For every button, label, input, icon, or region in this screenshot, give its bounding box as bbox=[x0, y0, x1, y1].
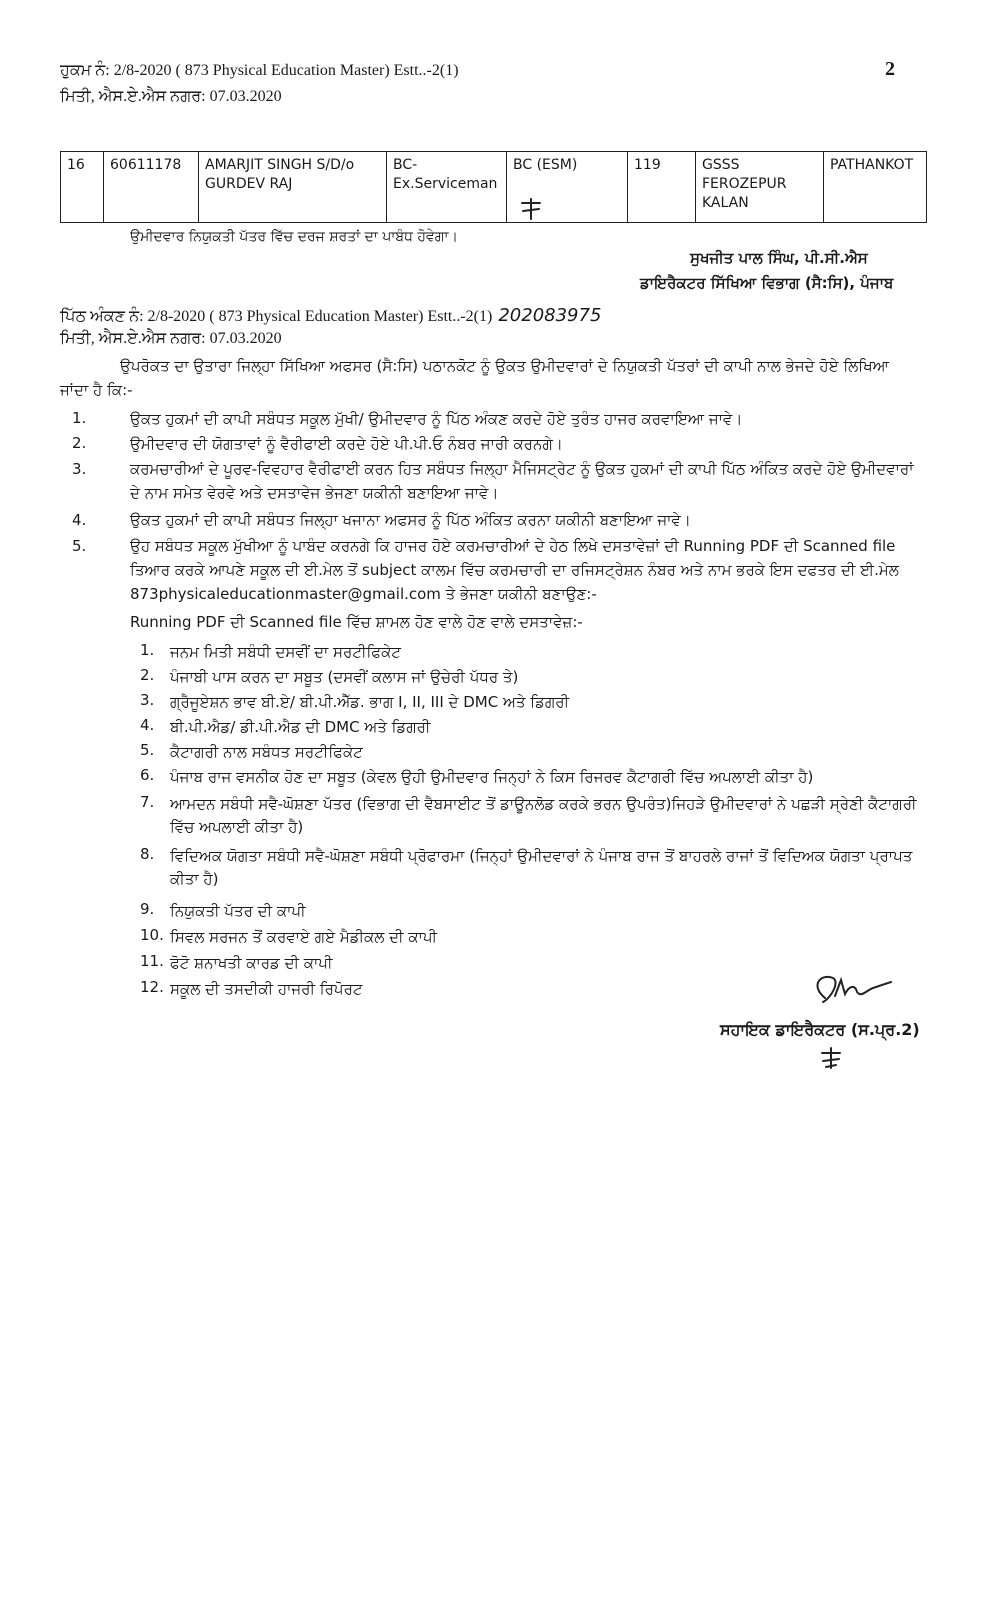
table-cell-merit: 119 bbox=[628, 152, 696, 223]
signature-scribble bbox=[805, 968, 895, 1018]
document-number: 3. bbox=[140, 691, 155, 709]
instruction-item: ਉਕਤ ਹੁਕਮਾਂ ਦੀ ਕਾਪੀ ਸਬੰਧਤ ਸਕੂਲ ਮੁੱਖੀ/ ਉਮੀਦਵਾਰ ਨੂੰ ਪਿੱਠ ਅੰਕਣ ਕਰਦੇ ਹੋਏ ਤੁਰੰਤ ਹਾਜਰ ਕਰਵਾਇਆ ਜਾਵੇ। bbox=[130, 410, 743, 428]
document-number: 1. bbox=[140, 641, 155, 659]
table-initial-mark bbox=[518, 197, 544, 221]
document-item: ਆਮਦਨ ਸਬੰਧੀ ਸਵੈ-ਘੋਸ਼ਣਾ ਪੱਤਰ (ਵਿਭਾਗ ਦੀ ਵੈਬਸਾਈਟ ਤੋਂ ਡਾਊਨਲੋਡ ਕਰਕੇ ਭਰਨ ਉਪਰੰਤ)ਜਿਹੜੇ ਉਮੀਦਵਾਰਾਂ ਨੇ ਪਛੜੀ ਸ੍ਰੇਣੀ ਕੈਟਾਗਰੀ ਵਿੱਚ ਅਪਲਾਈ ਕੀਤਾ ਹੈ) bbox=[170, 795, 917, 836]
instruction-item: ਉਹ ਸਬੰਧਤ ਸਕੂਲ ਮੁੱਖੀਆ ਨੂੰ ਪਾਬੰਦ ਕਰਨਗੇ ਕਿ ਹਾਜਰ ਹੋਏ ਕਰਮਚਾਰੀਆਂ ਦੇ ਹੇਠ ਲਿਖੇ ਦਸਤਾਵੇਜ਼ਾਂ ਦੀ Running PDF ਦੀ Scanned file ਤਿਆਰ ਕਰਕੇ ਆਪਣੇ ਸਕੂਲ ਦੀ ਈ.ਮੇਲ ਤੋਂ subject ਕਾਲਮ ਵਿੱਚ ਕਰਮਚਾਰੀ ਦਾ ਰਜਿਸਟ੍ਰੇਸ਼ਨ ਨੰਬਰ ਅਤੇ ਨਾਮ ਭਰਕੇ ਇਸ ਦਫਤਰ ਦੀ ਈ.ਮੇਲ 873physicaleducationmaster@gmail.com ਤੇ ਭੇਜਣਾ ਯਕੀਨੀ ਬਣਾਉਣ:- bbox=[130, 537, 899, 603]
document-item: ਗ੍ਰੈਜੂਏਸ਼ਨ ਭਾਵ ਬੀ.ਏ/ ਬੀ.ਪੀ.ਐੱਡ. ਭਾਗ I, II, III ਦੇ DMC ਅਤੇ ਡਿਗਰੀ bbox=[170, 693, 570, 711]
document-item: ਫੋਟੋ ਸ਼ਨਾਖਤੀ ਕਾਰਡ ਦੀ ਕਾਪੀ bbox=[170, 954, 333, 972]
table-cell-name: AMARJIT SINGH S/D/o GURDEV RAJ bbox=[199, 152, 387, 223]
signatory-designation: ਡਾਇਰੈਕਟਰ ਸਿੱਖਿਆ ਵਿਭਾਗ (ਸੈ:ਸਿ), ਪੰਜਾਬ bbox=[640, 274, 894, 292]
instruction-number: 1. bbox=[72, 409, 87, 427]
table-cell-regno: 60611178 bbox=[104, 152, 199, 223]
condition-note: ਉਮੀਦਵਾਰ ਨਿਯੁਕਤੀ ਪੱਤਰ ਵਿੱਚ ਦਰਜ ਸ਼ਰਤਾਂ ਦਾ ਪਾਬੰਧ ਹੋਵੇਗਾ। bbox=[130, 229, 458, 245]
documents-heading: Running PDF ਦੀ Scanned file ਵਿੱਚ ਸ਼ਾਮਲ ਹੋਣ ਵਾਲੇ ਹੋਣ ਵਾਲੇ ਦਸਤਾਵੇਜ਼:- bbox=[130, 613, 583, 631]
document-number: 10. bbox=[140, 926, 164, 944]
endorsement-number bbox=[60, 305, 601, 326]
instruction-number: 4. bbox=[72, 511, 87, 529]
document-item: ਨਿਯੁਕਤੀ ਪੱਤਰ ਦੀ ਕਾਪੀ bbox=[170, 902, 306, 920]
table-row bbox=[61, 152, 927, 223]
document-number: 7. bbox=[140, 793, 155, 811]
page-number: 2 bbox=[885, 58, 895, 80]
document-item: ਪੰਜਾਬ ਰਾਜ ਵਸਨੀਕ ਹੋਣ ਦਾ ਸਬੂਤ (ਕੇਵਲ ਉਹੀ ਉਮੀਦਵਾਰ ਜਿਨ੍ਹਾਂ ਨੇ ਕਿਸ ਰਿਜਰਵ ਕੈਟਾਗਰੀ ਵਿੱਚ ਅਪਲਾਈ ਕੀਤਾ ਹੈ) bbox=[170, 768, 814, 786]
table-cell-school: GSSS FEROZEPUR KALAN bbox=[696, 152, 824, 223]
order-date: ਮਿਤੀ, ਐਸ.ਏ.ਐਸ ਨਗਰ: 07.03.2020 bbox=[60, 88, 282, 105]
document-number: 8. bbox=[140, 845, 155, 863]
instruction-number: 3. bbox=[72, 460, 87, 478]
endorsement-date: ਮਿਤੀ, ਐਸ.ਏ.ਐਸ ਨਗਰ: 07.03.2020 bbox=[60, 330, 282, 347]
signatory-name: ਸੁਖਜੀਤ ਪਾਲ ਸਿੰਘ, ਪੀ.ਸੀ.ਐਸ bbox=[690, 249, 868, 267]
endorsement-no-text: ਪਿੱਠ ਅੰਕਣ ਨੰ: 2/8-2020 ( 873 Physical Education Master) Estt..-2(1) bbox=[60, 308, 493, 325]
handwritten-endorsement-number: 202083975 bbox=[498, 305, 602, 326]
document-item: ਵਿਦਿਅਕ ਯੋਗਤਾ ਸਬੰਧੀ ਸਵੈ-ਘੋਸ਼ਣਾ ਸਬੰਧੀ ਪ੍ਰੋਫਾਰਮਾ (ਜਿਨ੍ਹਾਂ ਉਮੀਦਵਾਰਾਂ ਨੇ ਪੰਜਾਬ ਰਾਜ ਤੋਂ ਬਾਹਰਲੇ ਰਾਜਾਂ ਤੋਂ ਵਿਦਿਅਕ ਯੋਗਤਾ ਪ੍ਰਾਪਤ ਕੀਤਾ ਹੈ) bbox=[170, 847, 913, 888]
document-item: ਪੰਜਾਬੀ ਪਾਸ ਕਰਨ ਦਾ ਸਬੂਤ (ਦਸਵੀਂ ਕਲਾਸ ਜਾਂ ਉਚੇਰੀ ਪੱਧਰ ਤੇ) bbox=[170, 668, 519, 686]
document-item: ਸਕੂਲ ਦੀ ਤਸਦੀਕੀ ਹਾਜਰੀ ਰਿਪੋਰਟ bbox=[170, 980, 363, 998]
instruction-number: 5. bbox=[72, 537, 87, 555]
document-item: ਜਨਮ ਮਿਤੀ ਸਬੰਧੀ ਦਸਵੀਂ ਦਾ ਸਰਟੀਫਿਕੇਟ bbox=[170, 643, 401, 661]
assistant-director-designation: ਸਹਾਇਕ ਡਾਇਰੈਕਟਰ (ਸ.ਪ੍ਰ.2) bbox=[720, 1020, 920, 1039]
document-item: ਸਿਵਲ ਸਰਜਨ ਤੋਂ ਕਰਵਾਏ ਗਏ ਮੈਡੀਕਲ ਦੀ ਕਾਪੀ bbox=[170, 928, 438, 946]
initial-mark bbox=[818, 1045, 844, 1071]
instruction-item: ਕਰਮਚਾਰੀਆਂ ਦੇ ਪੂਰਵ-ਵਿਵਹਾਰ ਵੈਰੀਫਾਈ ਕਰਨ ਹਿਤ ਸਬੰਧਤ ਜਿਲ੍ਹਾ ਮੈਜਿਸਟ੍ਰੇਟ ਨੂੰ ਉਕਤ ਹੁਕਮਾਂ ਦੀ ਕਾਪੀ ਪਿੱਠ ਅੰਕਿਤ ਕਰਦੇ ਹੋਏ ਉਮੀਦਵਾਰਾਂ ਦੇ ਨਾਮ ਸਮੇਤ ਵੇਰਵੇ ਅਤੇ ਦਸਤਾਵੇਜ ਭੇਜਣਾ ਯਕੀਨੀ ਬਣਾਇਆ ਜਾਵੇ। bbox=[130, 460, 914, 502]
instruction-item: ਉਮੀਦਵਾਰ ਦੀ ਯੋਗਤਾਵਾਂ ਨੂੰ ਵੈਰੀਫਾਈ ਕਰਦੇ ਹੋਏ ਪੀ.ਪੀ.ਓ ਨੰਬਰ ਜਾਰੀ ਕਰਨਗੇ। bbox=[130, 435, 563, 453]
table-cell-subcategory: BC (ESM) bbox=[507, 152, 628, 223]
table-cell-sr: 16 bbox=[61, 152, 104, 223]
document-number: 9. bbox=[140, 900, 155, 918]
instruction-item: ਉਕਤ ਹੁਕਮਾਂ ਦੀ ਕਾਪੀ ਸਬੰਧਤ ਜਿਲ੍ਹਾ ਖਜਾਨਾ ਅਫਸਰ ਨੂੰ ਪਿੱਠ ਅੰਕਿਤ ਕਰਨਾ ਯਕੀਨੀ ਬਣਾਇਆ ਜਾਵੇ। bbox=[130, 511, 691, 529]
document-item: ਬੀ.ਪੀ.ਐਡ/ ਡੀ.ਪੀ.ਐਡ ਦੀ DMC ਅਤੇ ਡਿਗਰੀ bbox=[170, 718, 431, 736]
document-number: 12. bbox=[140, 978, 164, 996]
table-cell-district: PATHANKOT bbox=[824, 152, 927, 223]
table-cell-category: BC- Ex.Serviceman bbox=[387, 152, 507, 223]
document-number: 2. bbox=[140, 666, 155, 684]
document-number: 5. bbox=[140, 741, 155, 759]
document-number: 11. bbox=[140, 952, 164, 970]
instruction-number: 2. bbox=[72, 434, 87, 452]
endorsement-intro: ਉਪਰੋਕਤ ਦਾ ਉਤਾਰਾ ਜਿਲ੍ਹਾ ਸਿੱਖਿਆ ਅਫਸਰ (ਸੈ:ਸਿ) ਪਠਾਨਕੋਟ ਨੂੰ ਉਕਤ ਉਮੀਦਵਾਰਾਂ ਦੇ ਨਿਯੁਕਤੀ ਪੱਤਰਾਂ ਦੀ ਕਾਪੀ ਨਾਲ ਭੇਜਦੇ ਹੋਏ ਲਿਖਿਆ ਜਾਂਦਾ ਹੈ ਕਿ:- bbox=[60, 357, 889, 399]
document-item: ਕੈਟਾਗਰੀ ਨਾਲ ਸਬੰਧਤ ਸਰਟੀਫਿਕੇਟ bbox=[170, 743, 363, 761]
document-number: 6. bbox=[140, 766, 155, 784]
order-number: ਹੁਕਮ ਨੰ: 2/8-2020 ( 873 Physical Education Master) Estt..-2(1) bbox=[60, 62, 459, 79]
document-number: 4. bbox=[140, 716, 155, 734]
appointment-table bbox=[60, 151, 927, 223]
